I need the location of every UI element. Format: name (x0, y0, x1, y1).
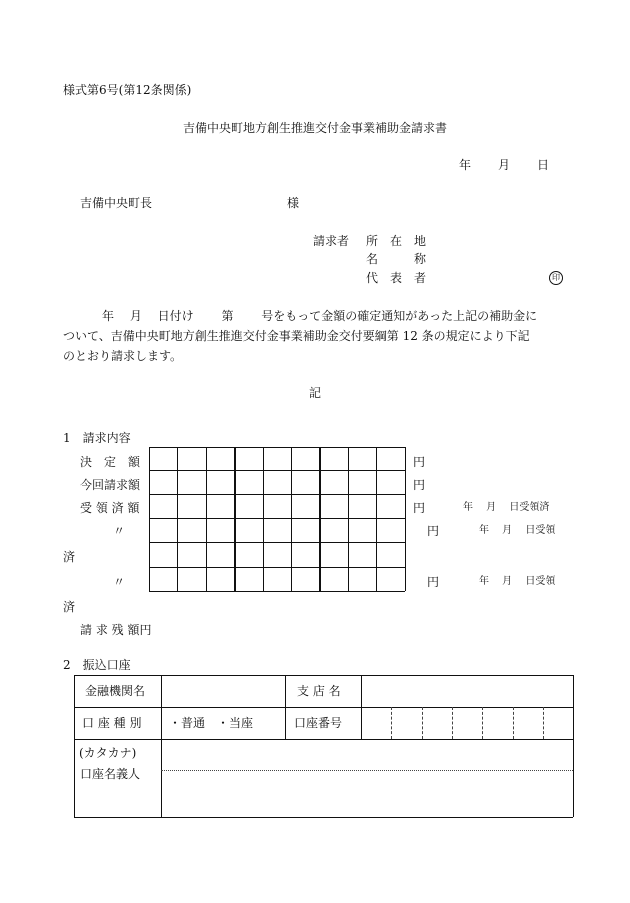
ki-mark: 記 (308, 386, 321, 400)
row-note-ditto-2: 年 月 日受領 (479, 576, 556, 587)
row-label-this-claim: 今回請求額 (80, 478, 141, 492)
row-unit-this-claim: 円 (413, 478, 426, 492)
account-holder-label: 口座名義人 (80, 767, 141, 781)
row-unit-received: 円 (413, 501, 426, 515)
wrap-text-2: 済 (63, 600, 76, 614)
account-type-label: 口 座 種 別 (82, 716, 142, 730)
wrap-text-1: 済 (63, 550, 76, 564)
section1-heading: 1 請求内容 (63, 431, 131, 445)
row-unit-ditto-2: 円 (427, 575, 440, 589)
body-line-2: ついて、吉備中央町地方創生推進交付金事業補助金交付要綱第 12 条の規定により下記 (63, 329, 530, 343)
row-note-received: 年 月 日受領済 (463, 502, 550, 513)
addressee-name: 吉備中央町長 (80, 196, 153, 210)
account-number-label: 口座番号 (294, 716, 343, 730)
date-day-label: 日 (537, 158, 550, 172)
katakana-label: (カタカナ) (79, 746, 137, 760)
form-number: 様式第6号(第12条関係) (63, 83, 192, 97)
addressee-honorific: 様 (287, 196, 300, 210)
section2-heading: 2 振込口座 (63, 658, 131, 672)
account-type-options: ・普通 ・当座 (169, 716, 254, 730)
date-month-label: 月 (498, 158, 511, 172)
row-unit-ditto-1: 円 (427, 524, 440, 538)
claimant-rep-label: 代 表 者 (366, 271, 427, 285)
body-line-1: 年 月 日付け 第 号をもって金額の確定通知があった上記の補助金に (102, 309, 538, 323)
row-label-decided: 決 定 額 (80, 455, 141, 469)
body-line-3: のとおり請求します。 (63, 349, 183, 363)
row-label-ditto-1: 〃 (113, 524, 126, 538)
row-note-ditto-1: 年 月 日受領 (479, 525, 556, 536)
date-year-label: 年 (459, 158, 472, 172)
claimant-name-label: 名 称 (366, 252, 427, 266)
branch-name-label: 支 店 名 (297, 684, 341, 698)
row-label-received: 受 領 済 額 (80, 501, 140, 515)
page-title: 吉備中央町地方創生推進交付金事業補助金請求書 (182, 121, 447, 135)
seal-mark: 印 (549, 271, 563, 285)
claimant-address-label: 所 在 地 (366, 234, 427, 248)
claimant-label: 請求者 (313, 234, 350, 248)
row-unit-decided: 円 (413, 455, 426, 469)
row-label-ditto-2: 〃 (113, 575, 126, 589)
remaining-amount-label: 請 求 残 額円 (80, 623, 152, 637)
bank-name-label: 金融機関名 (85, 684, 146, 698)
